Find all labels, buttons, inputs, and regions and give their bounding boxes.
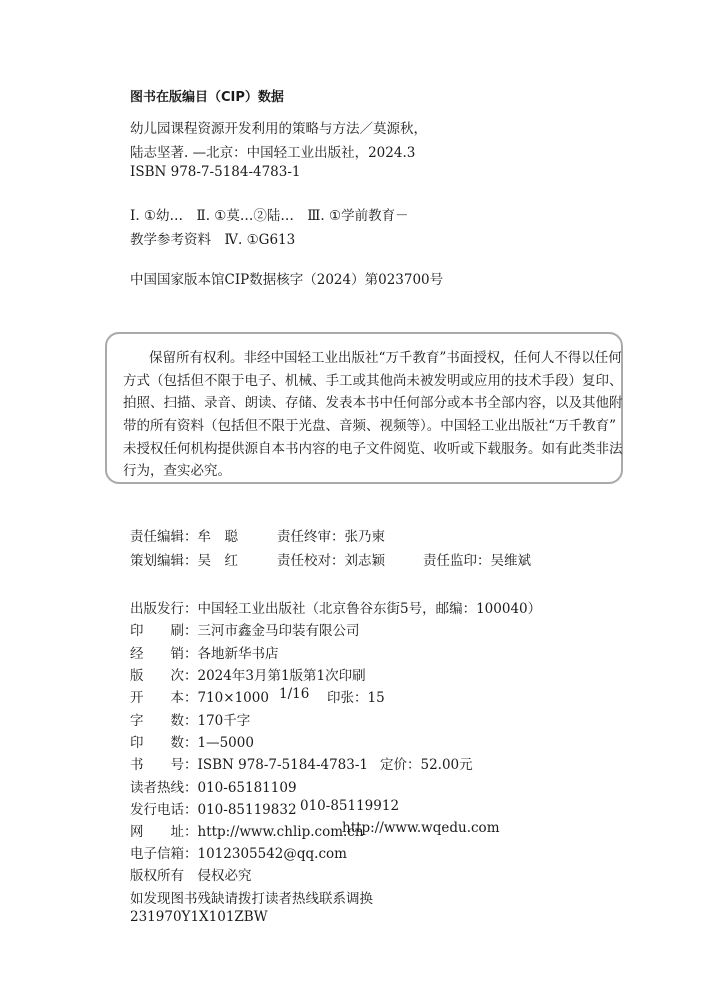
words-value: 170千字 xyxy=(197,713,251,729)
defect-notice: 如发现图书残缺请拨打读者热线联系调换 xyxy=(130,891,373,907)
cip-isbn: ISBN 978-7-5184-4783-1 xyxy=(130,164,301,180)
isbn-value: ISBN 978-7-5184-4783-1 xyxy=(197,757,369,773)
publisher-label: 出版发行： xyxy=(130,601,198,617)
planning-value: 吴 红 xyxy=(197,553,238,569)
cip-record-number: 中国国家版本馆CIP数据核字（2024）第023700号 xyxy=(130,272,444,288)
words-row xyxy=(130,709,250,729)
sales-value-2: 010-85119912 xyxy=(300,798,400,814)
printer-value: 三河市鑫金马印装有限公司 xyxy=(197,623,360,639)
cip-classification-2: 教学参考资料 Ⅳ. ①G613 xyxy=(130,232,296,248)
isbn-label: 书 号： xyxy=(130,757,198,773)
sales-row xyxy=(130,798,297,818)
website-link-2: http://www.wqedu.com xyxy=(342,820,500,836)
email-row xyxy=(130,842,347,862)
supervise-value: 吴维斌 xyxy=(490,553,531,569)
sheets-value: 15 xyxy=(367,690,385,706)
edition-label: 版 次： xyxy=(130,668,198,684)
editor-label: 责任编辑： xyxy=(130,529,198,545)
copies-row xyxy=(130,731,254,751)
format-label: 开 本： xyxy=(130,690,198,706)
rights-line-4: 带的所有资料（包括但不限于光盘、音频、视频等）。中国轻工业出版社“万千教育” xyxy=(123,418,617,434)
proofread-value: 刘志颖 xyxy=(344,553,385,569)
publisher-row xyxy=(130,597,541,617)
credits-row-1 xyxy=(130,525,238,545)
cip-title: 图书在版编目（CIP）数据 xyxy=(130,90,284,105)
rights-line-3: 拍照、扫描、录音、朗读、存储、发表本书中任何部分或本书全部内容，以及其他附 xyxy=(123,395,623,411)
rights-line-6: 行为，查实必究。 xyxy=(123,463,231,479)
website-label: 网 址： xyxy=(130,824,198,840)
supervise xyxy=(423,549,531,569)
price xyxy=(380,753,473,773)
format-value: 710×1000 xyxy=(197,690,269,706)
final-review xyxy=(277,525,385,545)
cip-line-2: 陆志坚著. —北京：中国轻工业出版社，2024.3 xyxy=(130,145,416,161)
copyright-notice: 版权所有 侵权必究 xyxy=(130,868,252,884)
sales-value-1: 010-85119832 xyxy=(197,802,297,818)
format-row xyxy=(130,686,269,706)
book-code: 231970Y1X101ZBW xyxy=(130,909,268,925)
planning-label: 策划编辑： xyxy=(130,553,198,569)
email-label: 电子信箱： xyxy=(130,846,198,862)
hotline-row xyxy=(130,776,297,796)
isbn-row xyxy=(130,753,368,773)
supervise-label: 责任监印： xyxy=(423,553,491,569)
printer-label: 印 刷： xyxy=(130,623,198,639)
copies-label: 印 数： xyxy=(130,735,198,751)
printer-row xyxy=(130,619,360,639)
copies-value: 1—5000 xyxy=(197,735,254,751)
edition-value: 2024年3月第1版第1次印刷 xyxy=(197,668,366,684)
credits-row-2 xyxy=(130,549,238,569)
price-value: 52.00元 xyxy=(420,757,473,773)
publisher-value: 中国轻工业出版社（北京鲁谷东街5号，邮编：100040） xyxy=(197,601,542,617)
sheets-label: 印张： xyxy=(327,690,368,706)
rights-line-5: 未授权任何机构提供源自本书内容的电子文件阅览、收听或下载服务。如有此类非法 xyxy=(123,441,623,457)
rights-line-2: 方式（包括但不限于电子、机械、手工或其他尚未被发明或应用的技术手段）复印、 xyxy=(123,373,623,389)
proofread-label: 责任校对： xyxy=(277,553,345,569)
price-label: 定价： xyxy=(380,757,421,773)
cip-line-1: 幼儿园课程资源开发利用的策略与方法／莫源秋， xyxy=(130,121,427,137)
format-fold: 1/16 xyxy=(279,686,310,702)
edition-row xyxy=(130,664,366,684)
words-label: 字 数： xyxy=(130,713,198,729)
editor-value: 牟 聪 xyxy=(197,529,238,545)
website-row xyxy=(130,820,364,840)
proofread xyxy=(277,549,385,569)
rights-line-1: 保留所有权利。非经中国轻工业出版社“万千教育”书面授权，任何人不得以任何 xyxy=(149,350,622,366)
website-link-1: http://www.chlip.com.cn xyxy=(197,824,364,840)
sheets xyxy=(327,686,385,706)
distributor-row xyxy=(130,642,279,662)
final-review-label: 责任终审： xyxy=(277,529,345,545)
rights-notice-box xyxy=(105,332,623,484)
final-review-value: 张乃柬 xyxy=(344,529,385,545)
distributor-value: 各地新华书店 xyxy=(197,646,279,662)
hotline-value: 010-65181109 xyxy=(197,780,297,796)
sales-label: 发行电话： xyxy=(130,802,198,818)
hotline-label: 读者热线： xyxy=(130,780,198,796)
distributor-label: 经 销： xyxy=(130,646,198,662)
email-value: 1012305542@qq.com xyxy=(197,846,347,862)
cip-classification-1: Ⅰ. ①幼… Ⅱ. ①莫…②陆… Ⅲ. ①学前教育－ xyxy=(130,208,409,224)
